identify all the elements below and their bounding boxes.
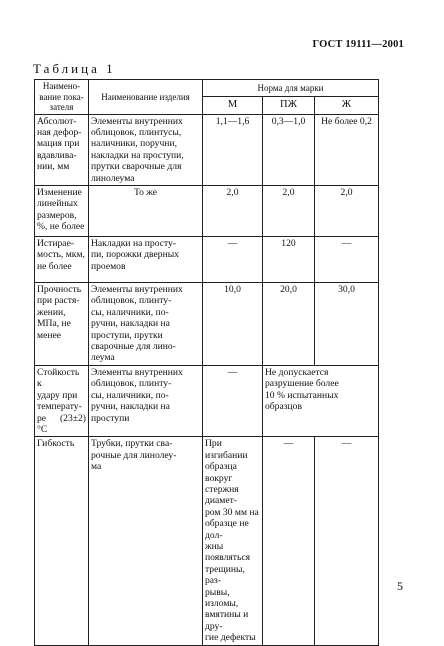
cell-grade-m: —	[203, 365, 263, 436]
header-grade-m: М	[203, 97, 263, 114]
table-title: Таблица 1	[33, 61, 116, 76]
cell-grade-pzh-zh: Не допускается разрушение более 10 % испытанных образцов	[263, 365, 379, 436]
cell-property: Прочность при растя- жении, МПа, не менее	[35, 282, 89, 365]
page-number: 5	[397, 579, 403, 593]
cell-grade-m: 2,0	[203, 185, 263, 236]
table-row	[35, 185, 379, 236]
cell-item: Элементы внутренних облицовок, плинту- сы, наличники, по- ручни, накладки на проступи	[89, 365, 203, 436]
cell-grade-zh: —	[315, 236, 379, 282]
header-property: Наимено- вание пока- зателя	[35, 80, 89, 115]
cell-grade-pzh: 2,0	[263, 185, 315, 236]
cell-property: Стойкость к удару при температу- ре (23±2) °С	[35, 365, 89, 436]
cell-item: То же	[89, 185, 203, 236]
cell-property: Изменение линейных размеров, %, не более	[35, 185, 89, 236]
cell-grade-pzh: —	[263, 437, 315, 645]
cell-item: Трубки, прутки сва- рочные для линолеу- ма	[89, 437, 203, 645]
cell-property: Гибкость	[35, 437, 89, 645]
cell-property: Абсолют- ная дефор- мация при вдавлива- нии, мм	[35, 114, 89, 185]
cell-grade-pzh: 20,0	[263, 282, 315, 365]
cell-grade-pzh: 120	[263, 236, 315, 282]
header-item: Наименование изделия	[89, 80, 203, 115]
cell-item: Элементы внутренних облицовок, плинтусы, наличники, поручни, накладки на проступи, прутки сварочные для линолеума	[89, 114, 203, 185]
cell-grade-m: 10,0	[203, 282, 263, 365]
table-row	[35, 114, 379, 185]
header-grade-pzh: ПЖ	[263, 97, 315, 114]
norms-table	[34, 79, 379, 646]
cell-grade-zh: 2,0	[315, 185, 379, 236]
table-row	[35, 282, 379, 365]
cell-property: Истирае- мость, мкм, не более	[35, 236, 89, 282]
cell-grade-pzh: 0,3—1,0	[263, 114, 315, 185]
header-norm-group: Норма для марки	[203, 80, 379, 97]
table-header-row	[35, 80, 379, 97]
cell-grade-zh: Не более 0,2	[315, 114, 379, 185]
cell-item: Накладки на просту- пи, порожки дверных проемов	[89, 236, 203, 282]
cell-grade-m: 1,1—1,6	[203, 114, 263, 185]
table-row	[35, 236, 379, 282]
table-row	[35, 437, 379, 645]
cell-grade-zh: —	[315, 437, 379, 645]
header-grade-zh: Ж	[315, 97, 379, 114]
cell-grade-m: При изгибании образца вокруг стержня диамет- ром 30 мм на образце не дол- жны появляться трещины, раз- рывы, изломы, вмятины и дру- гие дефекты	[203, 437, 263, 645]
cell-grade-m: —	[203, 236, 263, 282]
table-row	[35, 365, 379, 436]
cell-item: Элементы внутренних облицовок, плинту- сы, наличники, по- ручни, накладки на проступи, прутки сварочные для лино- леума	[89, 282, 203, 365]
document-code: ГОСТ 19111—2001	[312, 39, 404, 50]
cell-grade-zh: 30,0	[315, 282, 379, 365]
